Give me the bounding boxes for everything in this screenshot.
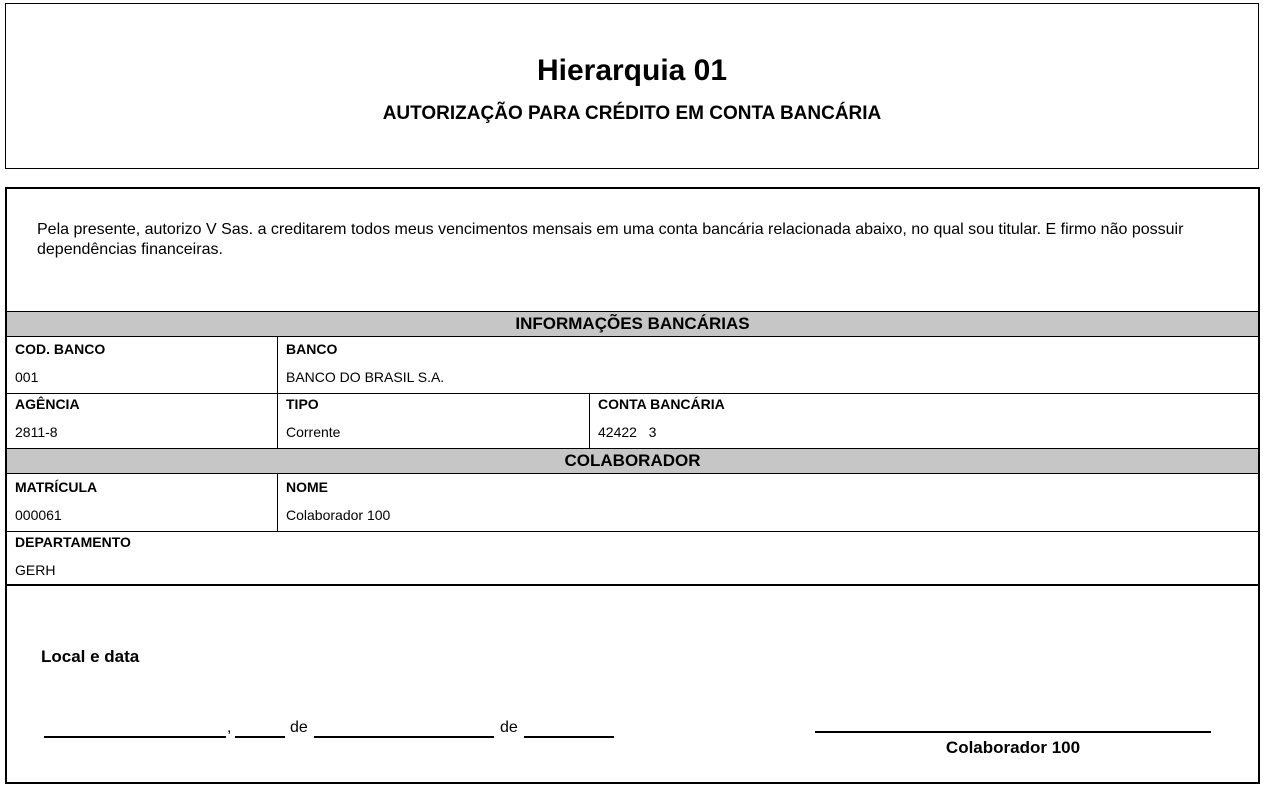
year-blank: [524, 736, 614, 738]
authorization-form: [5, 187, 1260, 784]
column-divider: [277, 474, 278, 531]
signature-line: [815, 731, 1211, 733]
comma-separator: ,: [227, 719, 232, 736]
tipo-label: TIPO: [286, 396, 319, 412]
signer-name: Colaborador 100: [945, 738, 1081, 757]
cod-banco-value: 001: [15, 369, 39, 385]
matricula-label: MATRÍCULA: [15, 479, 98, 495]
row-divider: [7, 393, 1258, 394]
conta-label: CONTA BANCÁRIA: [598, 396, 725, 412]
de-separator-2: de: [500, 719, 518, 736]
tipo-value: Corrente: [286, 424, 341, 440]
banco-label: BANCO: [286, 341, 338, 357]
row-divider: [7, 531, 1258, 532]
column-divider: [277, 393, 278, 448]
nome-label: NOME: [286, 479, 328, 495]
document-subtitle: AUTORIZAÇÃO PARA CRÉDITO EM CONTA BANCÁRIA: [382, 103, 882, 124]
column-divider: [589, 393, 590, 448]
departamento-value: GERH: [15, 562, 56, 578]
banco-value: BANCO DO BRASIL S.A.: [286, 369, 445, 385]
conta-value: 42422 3: [598, 424, 657, 440]
month-blank: [314, 736, 494, 738]
agencia-value: 2811-8: [15, 424, 58, 440]
intro-paragraph: Pela presente, autorizo V Sas. a creditarem todos meus vencimentos mensais em uma conta bancária relacionada abaixo, no qual sou titular. E firmo não possuir dependências financeiras.: [37, 221, 1184, 258]
cod-banco-label: COD. BANCO: [15, 341, 106, 357]
agencia-label: AGÊNCIA: [15, 396, 80, 412]
day-blank: [235, 736, 285, 738]
section-divider: [7, 584, 1258, 586]
column-divider: [277, 337, 278, 393]
bank-info-heading: INFORMAÇÕES BANCÁRIAS: [7, 311, 1258, 337]
local-date-label: Local e data: [41, 647, 140, 666]
document-header: [5, 3, 1259, 169]
matricula-value: 000061: [15, 507, 62, 523]
city-blank: [44, 736, 226, 738]
de-separator-1: de: [290, 719, 308, 736]
nome-value: Colaborador 100: [286, 507, 391, 523]
document-title: Hierarquia 01: [536, 54, 728, 87]
collaborator-heading: COLABORADOR: [7, 448, 1258, 474]
departamento-label: DEPARTAMENTO: [15, 534, 131, 550]
